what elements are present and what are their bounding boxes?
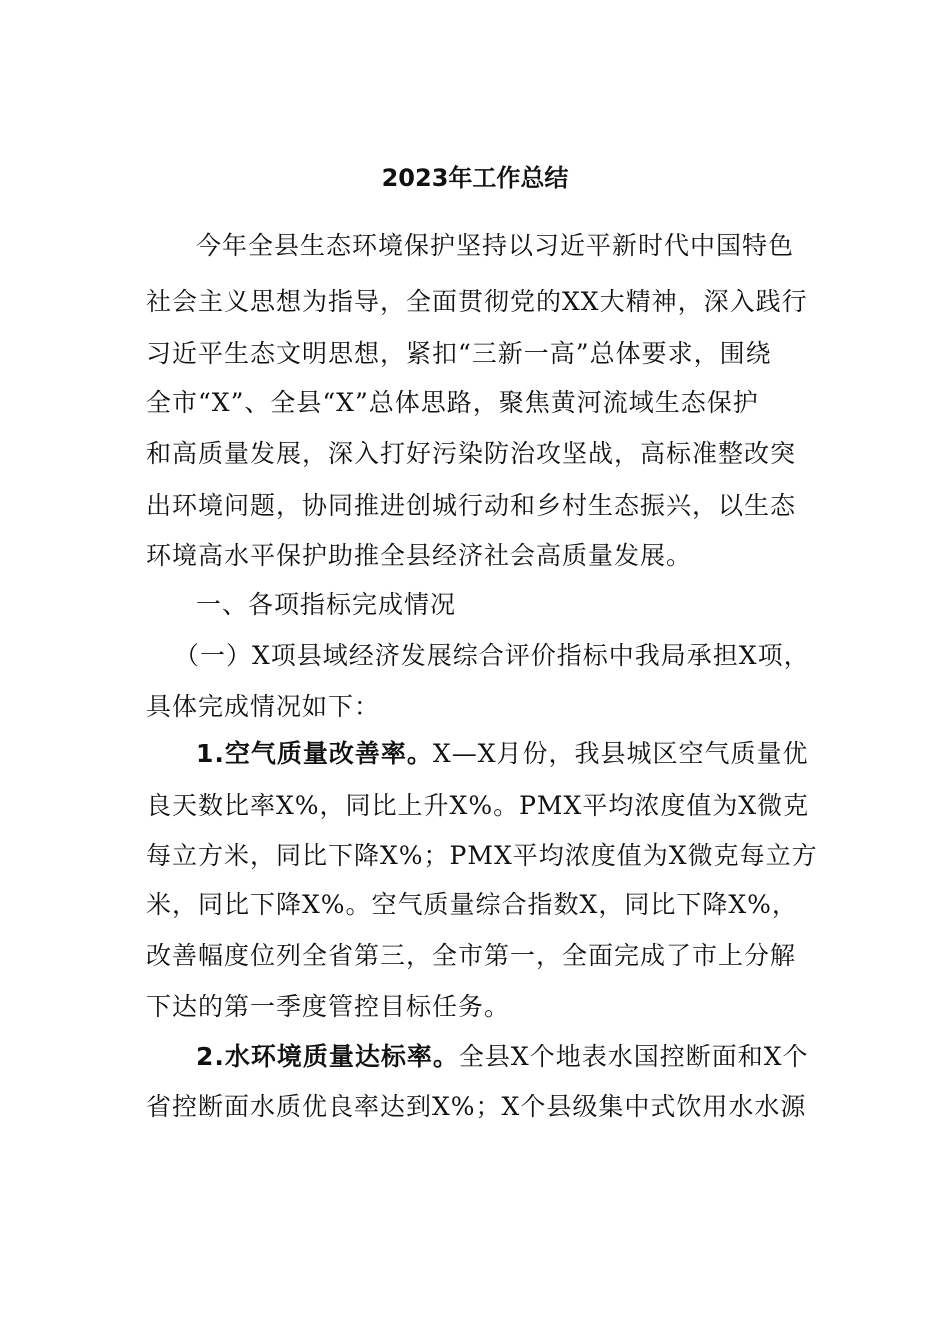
- subsection-heading: （一）X项县域经济发展综合评价指标中我局承担X项，: [174, 641, 810, 670]
- intro-line: 今年全县生态环境保护坚持以习近平新时代中国特色: [196, 231, 795, 260]
- item-label: 1.空气质量改善率。: [196, 739, 433, 768]
- item-label: 2.水环境质量达标率。: [196, 1042, 459, 1071]
- item-line: 下达的第一季度管控目标任务。: [146, 992, 511, 1021]
- item-text: 全县X个地表水国控断面和X个: [458, 1042, 809, 1071]
- document-title: 2023年工作总结: [381, 164, 569, 192]
- item-line: 每立方米，同比下降X%；PMX平均浓度值为X微克每立方: [146, 841, 818, 870]
- item-line: 改善幅度位列全省第三，全市第一，全面完成了市上分解: [146, 941, 797, 970]
- item-line: 良天数比率X%，同比上升X%。PMX平均浓度值为X微克: [146, 791, 810, 820]
- item-line: 米，同比下降X%。空气质量综合指数X，同比下降X%，: [146, 890, 798, 919]
- intro-line: 社会主义思想为指导，全面贯彻党的XX大精神，深入践行: [146, 287, 808, 316]
- intro-line: 出环境问题，协同推进创城行动和乡村生态振兴，以生态: [146, 491, 797, 520]
- item-first-line: [196, 1037, 809, 1077]
- item-text: X—X月份，我县城区空气质量优: [432, 739, 809, 768]
- intro-line: 习近平生态文明思想，紧扣“三新一高”总体要求，围绕: [146, 339, 772, 368]
- intro-line: 环境高水平保护助推全县经济社会高质量发展。: [146, 541, 693, 570]
- intro-line: 和高质量发展，深入打好污染防治攻坚战，高标准整改突: [146, 439, 797, 468]
- subsection-line: 具体完成情况如下：: [146, 692, 381, 721]
- intro-line: 全市“X”、全县“X”总体思路，聚焦黄河流域生态保护: [146, 388, 759, 417]
- item-line: 省控断面水质优良率达到X%；X个县级集中式饮用水水源: [146, 1092, 807, 1121]
- section-heading: 一、各项指标完成情况: [196, 590, 457, 619]
- item-first-line: [196, 734, 809, 774]
